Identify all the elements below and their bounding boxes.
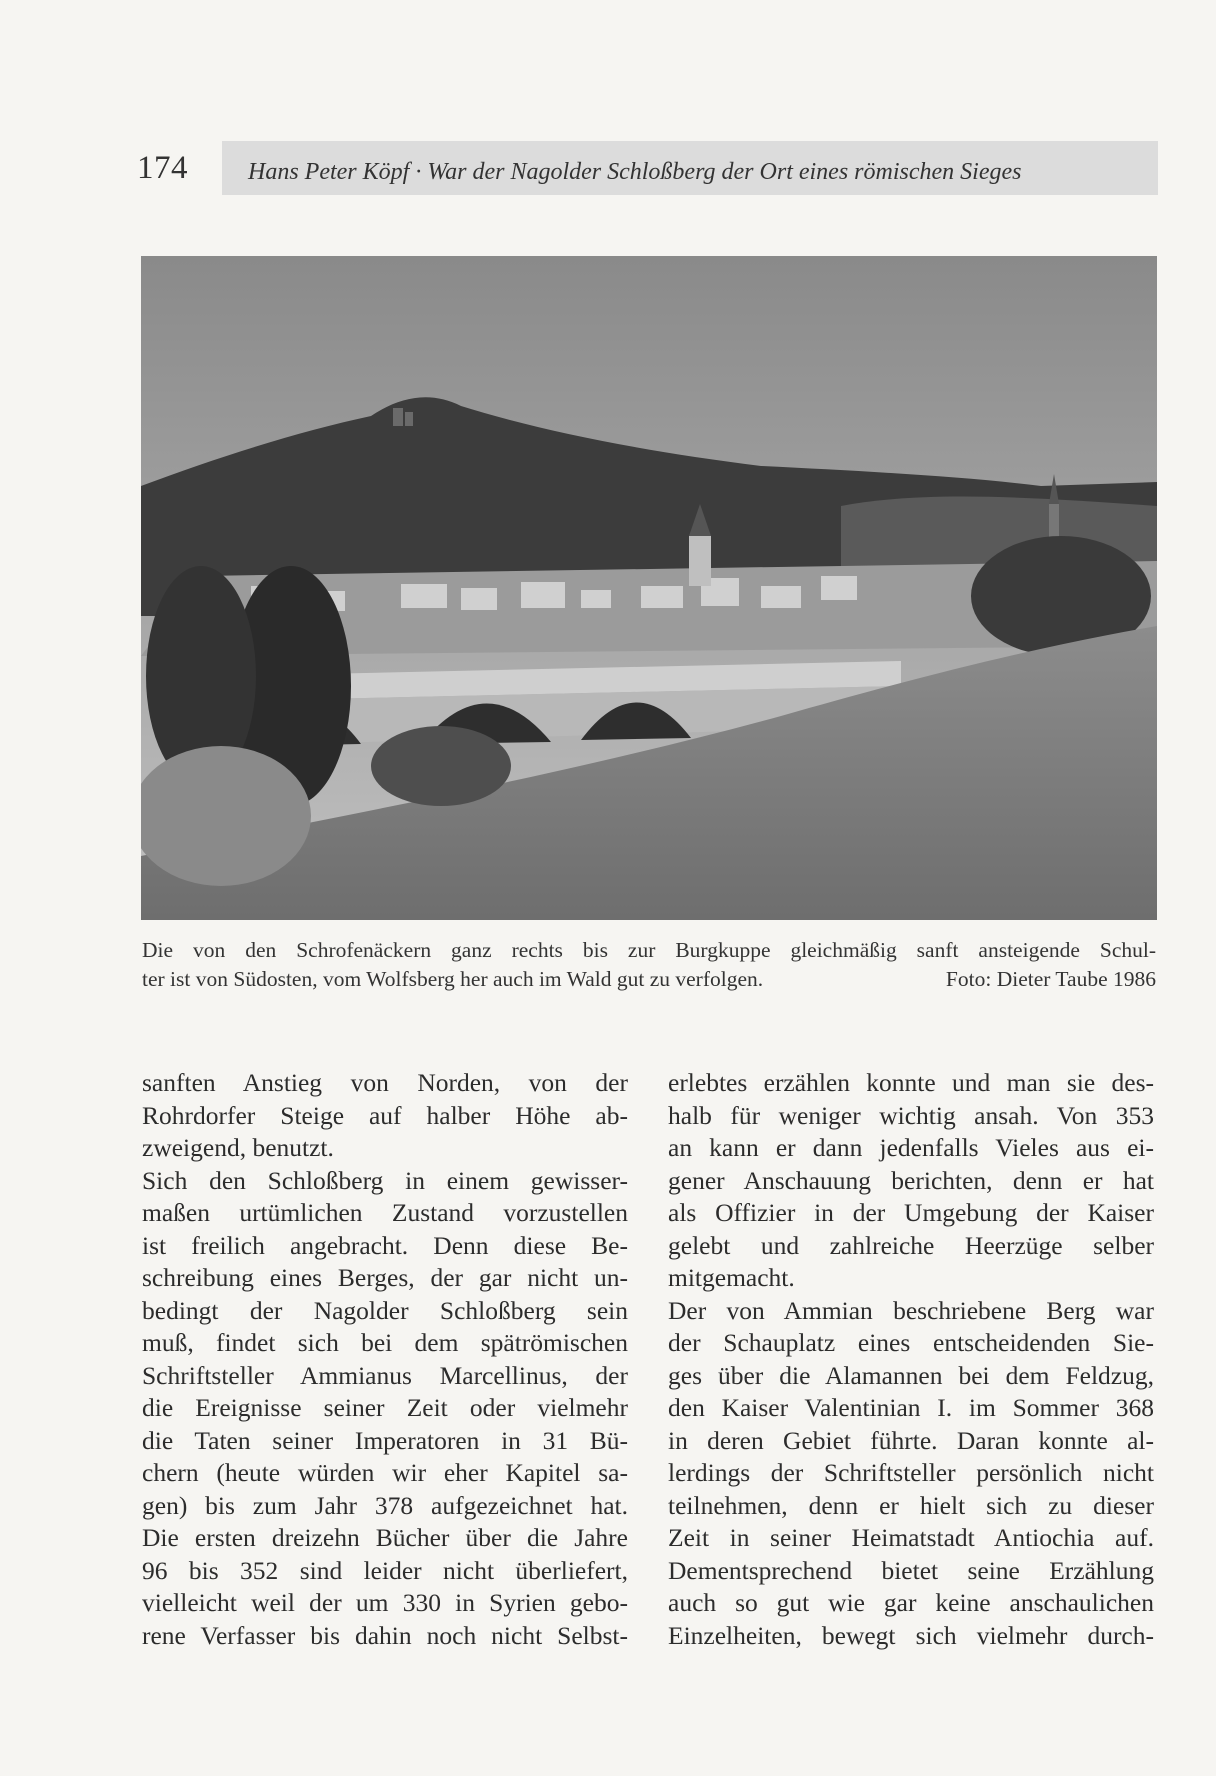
- castle-ruin: [393, 408, 403, 426]
- text-line: vielleicht weil der um 330 in Syrien gebo-: [142, 1588, 628, 1617]
- text-line: muß, findet sich bei dem spätrömischen: [142, 1328, 628, 1357]
- text-line: der Schauplatz eines entscheidenden Sie-: [668, 1328, 1154, 1357]
- text-line: die Ereignisse seiner Zeit oder vielmehr: [142, 1393, 628, 1422]
- text-line: Zeit in seiner Heimatstadt Antiochia auf.: [668, 1523, 1154, 1552]
- caption-line: ter ist von Südosten, vom Wolfsberg her auch im Wald gut zu verfolgen.: [142, 967, 764, 991]
- text-line: chern (heute würden wir eher Kapitel sa-: [142, 1458, 628, 1487]
- text-line: lerdings der Schriftsteller persönlich nicht: [668, 1458, 1154, 1487]
- landscape-photo: [141, 256, 1157, 920]
- text-line: gener Anschauung berichten, denn er hat: [668, 1165, 1154, 1195]
- text-line: als Offizier in der Umgebung der Kaiser: [668, 1198, 1154, 1227]
- text-line: in deren Gebiet führte. Daran konnte al-: [668, 1425, 1154, 1455]
- text-line: teilnehmen, denn er hielt sich zu dieser: [668, 1490, 1154, 1520]
- text-line: sanften Anstieg von Norden, von der: [142, 1068, 628, 1097]
- figure-caption: [142, 936, 1156, 994]
- text-line: ges über die Alamannen bei dem Feldzug,: [668, 1360, 1154, 1390]
- text-line: schreibung eines Berges, der gar nicht un-: [142, 1263, 628, 1292]
- photo-credit: Foto: Dieter Taube 1986: [945, 967, 1156, 991]
- text-line: an kann er dann jedenfalls Vieles aus ei-: [668, 1133, 1154, 1162]
- right-text-column: [668, 1067, 1154, 1652]
- text-line: maßen urtümlichen Zustand vorzustellen: [142, 1198, 628, 1227]
- church-tower: [689, 536, 711, 586]
- text-line: gelebt und zahlreiche Heerzüge selber: [668, 1230, 1154, 1260]
- text-line: rene Verfasser bis dahin noch nicht Selbst-: [142, 1620, 628, 1650]
- text-line: erlebtes erzählen konnte und man sie des-: [668, 1068, 1154, 1097]
- text-line: halb für weniger wichtig ansah. Von 353: [668, 1100, 1154, 1130]
- left-text-column: [142, 1067, 628, 1652]
- text-line: bedingt der Nagolder Schloßberg sein: [142, 1295, 628, 1325]
- text-line: ist freilich angebracht. Denn diese Be-: [142, 1230, 628, 1260]
- text-line: Der von Ammian beschriebene Berg war: [668, 1295, 1154, 1325]
- text-line: Dementsprechend bietet seine Erzählung: [668, 1555, 1154, 1585]
- text-line: Die ersten dreizehn Bücher über die Jahre: [142, 1523, 628, 1552]
- text-line: gen) bis zum Jahr 378 aufgezeichnet hat.: [142, 1490, 628, 1520]
- text-line: Einzelheiten, bewegt sich vielmehr durch-: [668, 1620, 1154, 1650]
- text-line: zweigend, benutzt.: [142, 1133, 334, 1162]
- text-line: Schriftsteller Ammianus Marcellinus, der: [142, 1360, 628, 1390]
- landscape-photo-icon: [141, 256, 1157, 920]
- text-line: Rohrdorfer Steige auf halber Höhe ab-: [142, 1100, 628, 1130]
- caption-line: Die von den Schrofenäckern ganz rechts bis zur Burgkuppe gleichmäßig sanft ansteigende Schul-: [142, 938, 1156, 962]
- text-line: auch so gut wie gar keine anschaulichen: [668, 1588, 1154, 1617]
- text-line: den Kaiser Valentinian I. im Sommer 368: [668, 1393, 1154, 1422]
- text-line: 96 bis 352 sind leider nicht überliefert,: [142, 1555, 628, 1585]
- page-number: 174: [137, 150, 188, 186]
- text-line: Sich den Schloßberg in einem gewisser-: [142, 1165, 628, 1195]
- text-line: die Taten seiner Imperatoren in 31 Bü-: [142, 1425, 628, 1455]
- running-title: Hans Peter Köpf · War der Nagolder Schloßberg der Ort eines römischen Sieges: [248, 159, 1022, 185]
- text-line: mitgemacht.: [668, 1263, 795, 1292]
